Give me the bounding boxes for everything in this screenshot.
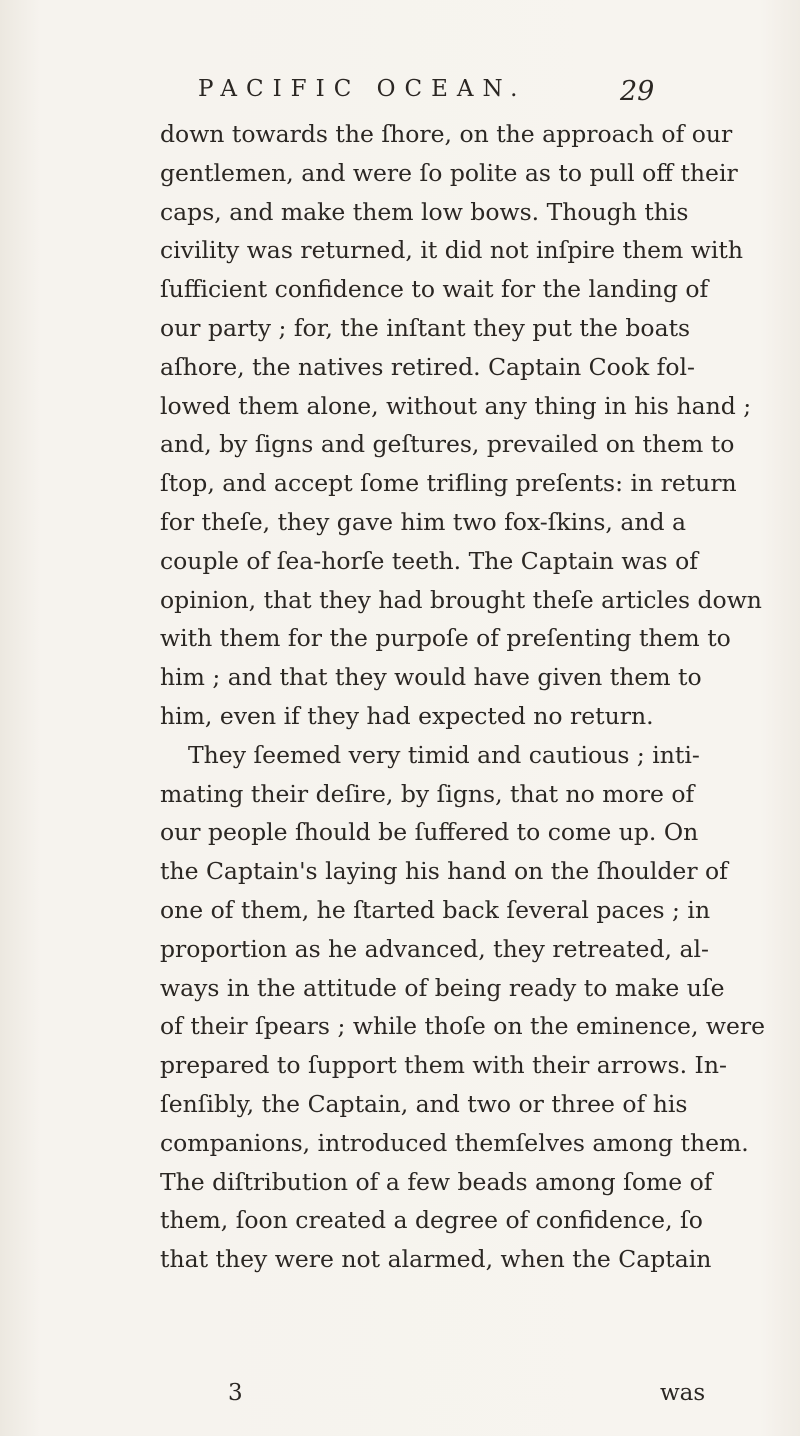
text-line: civility was returned, it did not inſpire them with [160, 236, 743, 265]
text-line: proportion as he advanced, they retreated, al- [160, 934, 709, 963]
text-line: with them for the purpoſe of preſenting them to [160, 624, 731, 653]
text-line: that they were not alarmed, when the Captain [160, 1245, 712, 1274]
text-line: of their ſpears ; while thoſe on the eminence, were [160, 1012, 766, 1041]
body-text [160, 115, 780, 1279]
text-line: and, by ſigns and geſtures, prevailed on them to [160, 430, 735, 459]
catchword: was [660, 1380, 706, 1406]
text-line: mating their deſire, by ſigns, that no more of [160, 779, 695, 808]
text-line: our party ; for, the inſtant they put the boats [160, 313, 691, 342]
text-line: ſenſibly, the Captain, and two or three of his [160, 1089, 688, 1118]
text-line: lowed them alone, without any thing in his hand ; [160, 391, 752, 420]
text-line: the Captain's laying his hand on the ſhoulder of [160, 857, 728, 886]
running-head: PACIFIC OCEAN. [198, 76, 527, 102]
text-line: ways in the attitude of being ready to make uſe [160, 973, 725, 1002]
signature-mark: 3 [228, 1380, 243, 1406]
text-line: down towards the ſhore, on the approach of our [160, 120, 733, 148]
text-line: for theſe, they gave him two fox-ſkins, and a [160, 507, 686, 536]
text-line: couple of ſea-horſe teeth. The Captain was of [160, 546, 698, 575]
text-line: our people ſhould be ſuffered to come up. On [160, 818, 699, 847]
text-line: ſufficient confidence to wait for the landing of [160, 275, 709, 304]
text-line: The diſtribution of a few beads among ſome of [160, 1167, 713, 1196]
text-line: him, even if they had expected no return. [160, 701, 654, 730]
text-line: him ; and that they would have given them to [160, 663, 702, 692]
text-line: aſhore, the natives retired. Captain Cook fol- [160, 352, 695, 381]
page-number: 29 [620, 76, 655, 107]
page-footer [0, 1380, 800, 1418]
text-line: opinion, that they had brought theſe articles down [160, 585, 762, 614]
text-line: ſtop, and accept ſome trifling preſents: in return [160, 469, 737, 498]
text-line: prepared to ſupport them with their arrows. In- [160, 1051, 727, 1080]
text-line: one of them, he ſtarted back ſeveral paces ; in [160, 895, 711, 924]
text-line: them, ſoon created a degree of confidence, ſo [160, 1206, 703, 1235]
text-line: gentlemen, and were ſo polite as to pull off their [160, 158, 738, 187]
text-line: companions, introduced themſelves among them. [160, 1128, 749, 1157]
text-line: caps, and make them low bows. Though this [160, 197, 689, 226]
paragraph-start-line: They ſeemed very timid and cautious ; inti- [188, 740, 700, 769]
